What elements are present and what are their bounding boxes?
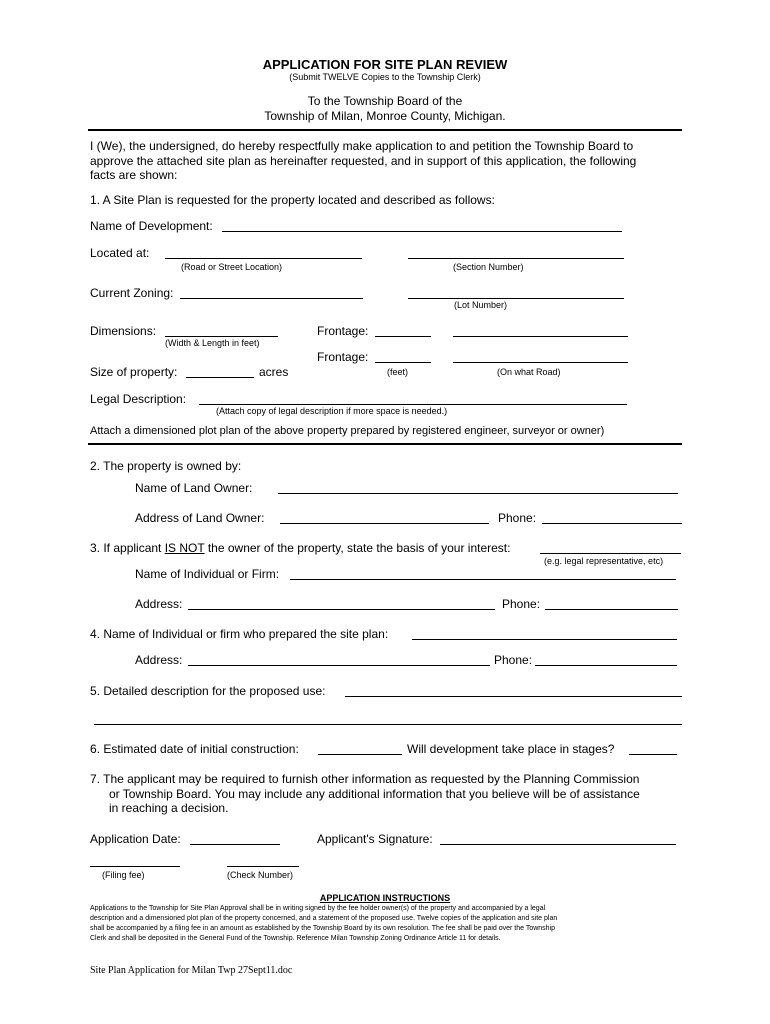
- section-7-line-2: or Township Board. You may include any additional information that you believe will be of assistance: [109, 787, 640, 801]
- land-owner-phone-label: Phone:: [498, 511, 537, 525]
- section-1-divider: [88, 443, 682, 445]
- size-of-property-label: Size of property:: [90, 365, 178, 379]
- section-3-heading-post: the owner of the property, state the basis of your interest:: [204, 541, 511, 555]
- located-at-label: Located at:: [90, 246, 150, 260]
- width-length-caption: (Width & Length in feet): [165, 338, 260, 348]
- intro-line-1: I (We), the undersigned, do hereby respectfully make application to and petition the Township Board to: [90, 139, 634, 153]
- construction-date-label: 6. Estimated date of initial construction:: [90, 742, 299, 756]
- stages-question-label: Will development take place in stages?: [407, 742, 615, 756]
- frontage-road-field-2[interactable]: [453, 362, 628, 363]
- section-3-phone-label: Phone:: [502, 597, 541, 611]
- check-number-caption: (Check Number): [227, 870, 294, 880]
- section-3-address-label: Address:: [135, 597, 183, 611]
- basis-of-interest-caption: (e.g. legal representative, etc): [544, 556, 664, 566]
- lot-number-caption: (Lot Number): [454, 300, 508, 310]
- construction-date-field[interactable]: [318, 754, 402, 755]
- current-zoning-field[interactable]: [180, 298, 363, 299]
- frontage-label-1: Frontage:: [317, 324, 369, 338]
- current-zoning-label: Current Zoning:: [90, 286, 174, 300]
- road-location-caption: (Road or Street Location): [181, 262, 283, 272]
- applicant-signature-label: Applicant's Signature:: [317, 832, 433, 846]
- addressee-line-2: Township of Milan, Monroe County, Michigan.: [264, 109, 506, 123]
- section-4-phone-field[interactable]: [535, 665, 677, 666]
- plot-plan-note: Attach a dimensioned plot plan of the above property prepared by registered engineer, surveyor or owner): [90, 425, 605, 437]
- frontage-road-field-1[interactable]: [453, 336, 628, 337]
- filing-fee-caption: (Filing fee): [102, 870, 145, 880]
- section-3-address-field[interactable]: [188, 609, 495, 610]
- name-of-development-label: Name of Development:: [90, 219, 213, 233]
- section-7-line-1: 7. The applicant may be required to furnish other information as requested by the Planning Commission: [90, 772, 640, 786]
- road-location-field[interactable]: [165, 258, 362, 259]
- on-what-road-caption: (On what Road): [497, 367, 561, 377]
- section-1-heading: 1. A Site Plan is requested for the property located and described as follows:: [90, 193, 495, 207]
- site-plan-preparer-field[interactable]: [412, 639, 677, 640]
- individual-firm-label: Name of Individual or Firm:: [135, 567, 280, 581]
- frontage-feet-field-2[interactable]: [375, 362, 431, 363]
- instructions-line-1: Applications to the Township for Site Plan Approval shall be in writing signed by the fee holder owner(s) of the property and accompanied by a legal: [90, 905, 546, 912]
- check-number-field[interactable]: [227, 866, 299, 867]
- stages-answer-field[interactable]: [629, 754, 677, 755]
- section-4-address-label: Address:: [135, 653, 183, 667]
- proposed-use-field-2[interactable]: [94, 724, 682, 725]
- instructions-line-4: Clerk and shall be deposited in the General Fund of the Township. Reference Milan Township Zoning Ordinance Article 11 for details.: [90, 935, 501, 942]
- section-3-heading-emphasis: IS NOT: [164, 541, 205, 555]
- section-3-heading: [90, 541, 510, 555]
- legal-description-field[interactable]: [199, 404, 627, 405]
- instructions-line-3: shall be accompanied by a filing fee in an amount as established by the Township Board by its own resolution. The fee shall be paid over the Township: [90, 925, 556, 932]
- page-title: APPLICATION FOR SITE PLAN REVIEW: [262, 57, 508, 72]
- section-number-caption: (Section Number): [453, 262, 524, 272]
- frontage-label-2: Frontage:: [317, 350, 369, 364]
- dimensions-field[interactable]: [165, 336, 278, 337]
- land-owner-name-field[interactable]: [278, 493, 678, 494]
- application-date-label: Application Date:: [90, 832, 181, 846]
- application-date-field[interactable]: [190, 844, 280, 845]
- section-5-heading: 5. Detailed description for the proposed use:: [90, 684, 326, 698]
- legal-description-label: Legal Description:: [90, 392, 187, 406]
- individual-firm-field[interactable]: [290, 579, 676, 580]
- basis-of-interest-field[interactable]: [540, 553, 681, 554]
- header-divider: [88, 129, 682, 131]
- filing-fee-field[interactable]: [90, 866, 180, 867]
- size-of-property-field[interactable]: [186, 377, 254, 378]
- dimensions-label: Dimensions:: [90, 324, 157, 338]
- legal-description-caption: (Attach copy of legal description if more space is needed.): [216, 406, 448, 416]
- intro-line-2: approve the attached site plan as hereinafter requested, and in support of this application, the following: [90, 154, 637, 168]
- section-7-line-3: in reaching a decision.: [109, 801, 229, 815]
- proposed-use-field-1[interactable]: [345, 696, 682, 697]
- land-owner-name-label: Name of Land Owner:: [135, 481, 253, 495]
- section-number-field[interactable]: [408, 258, 624, 259]
- intro-line-3: facts are shown:: [90, 168, 178, 182]
- section-3-heading-pre: 3. If applicant: [90, 541, 165, 555]
- page-subtitle: (Submit TWELVE Copies to the Township Clerk): [289, 72, 481, 82]
- section-3-phone-field[interactable]: [545, 609, 678, 610]
- section-4-address-field[interactable]: [188, 665, 490, 666]
- land-owner-phone-field[interactable]: [542, 523, 682, 524]
- instructions-line-2: description and a dimensioned plot plan of the property concerned, and a statement of the proposed use. Twelve copies of the application and site plan: [90, 915, 558, 922]
- instructions-heading: APPLICATION INSTRUCTIONS: [319, 893, 451, 903]
- footer-filename: Site Plan Application for Milan Twp 27Sept11.doc: [90, 965, 293, 976]
- section-4-heading: 4. Name of Individual or firm who prepared the site plan:: [90, 627, 389, 641]
- frontage-feet-field-1[interactable]: [375, 336, 431, 337]
- acres-label: acres: [259, 365, 289, 379]
- land-owner-address-field[interactable]: [280, 523, 489, 524]
- name-of-development-field[interactable]: [222, 231, 622, 232]
- section-4-phone-label: Phone:: [494, 653, 533, 667]
- land-owner-address-label: Address of Land Owner:: [135, 511, 265, 525]
- feet-caption: (feet): [387, 367, 409, 377]
- applicant-signature-field[interactable]: [440, 844, 676, 845]
- lot-number-field[interactable]: [408, 298, 624, 299]
- addressee-line-1: To the Township Board of the: [307, 94, 463, 108]
- section-2-heading: 2. The property is owned by:: [90, 459, 242, 473]
